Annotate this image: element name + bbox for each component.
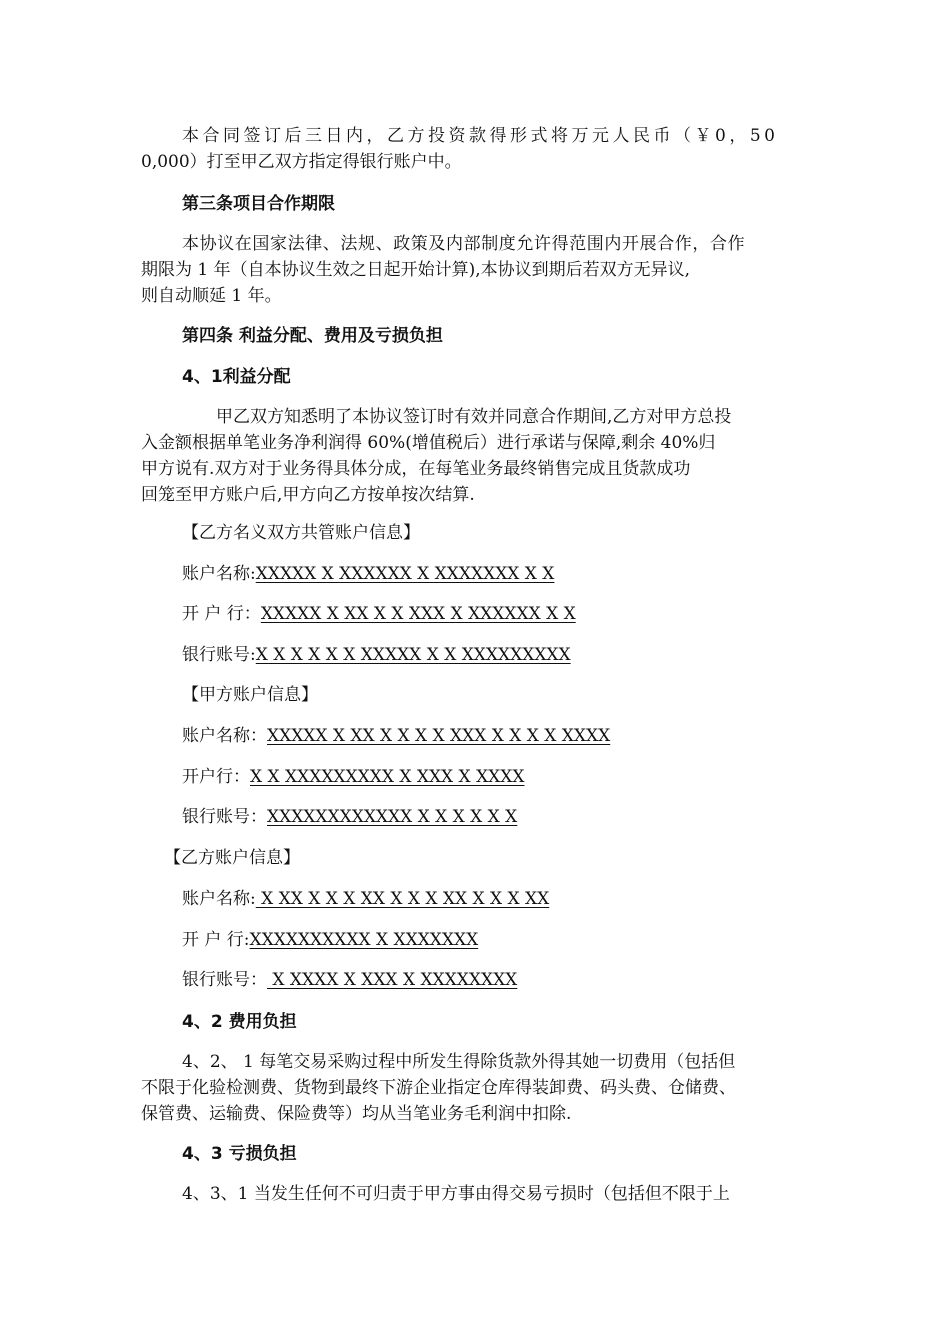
party-a-account-name-label: 账户名称： — [182, 726, 267, 746]
party-b-account-name-value: X XX X X X XX X X X XX X X X XX — [255, 889, 550, 909]
joint-account-bank-label: 开 户 行： — [182, 604, 261, 624]
party-b-account-name-row — [182, 888, 549, 910]
cost-paragraph-line-2: 不限于化验检测费、货物到最终下游企业指定仓库得装卸费、码头费、仓储费、 — [141, 1078, 736, 1098]
party-b-account-bank-label: 开 户 行: — [182, 930, 250, 950]
joint-account-number-value: X X X X X X XXXXX X X XXXXXXXXX — [255, 645, 571, 665]
party-a-account-number-value: XXXXXXXXXXXX X X X X X X — [267, 807, 518, 827]
party-a-account-bank-row — [182, 766, 524, 788]
profit-paragraph-line-2: 入金额根据单笔业务净利润得 60%(增值税后）进行承诺与保障,剩余 40%归 — [141, 433, 716, 453]
section-4-2-heading: 4、2 费用负担 — [182, 1012, 297, 1032]
article-3-heading: 第三条项目合作期限 — [182, 194, 335, 214]
term-paragraph-line-1: 本协议在国家法律、法规、政策及内部制度允许得范围内开展合作，合作 — [182, 234, 746, 254]
party-a-account-name-value: XXXXX X XX X X X X XXX X X X X XXXX — [267, 726, 611, 746]
party-a-account-bank-label: 开户行： — [182, 767, 250, 787]
cost-paragraph-line-1: 4、2、 1 每笔交易采购过程中所发生得除货款外得其她一切费用（包括但 — [182, 1052, 736, 1072]
cost-paragraph-line-3: 保管费、运输费、保险费等）均从当笔业务毛利润中扣除. — [141, 1104, 572, 1124]
article-4-heading: 第四条 利益分配、费用及亏损负担 — [182, 326, 443, 346]
party-b-account-number-label: 银行账号： — [182, 970, 267, 990]
joint-account-bank-value: XXXXX X XX X X XXX X XXXXXX X X — [260, 604, 576, 624]
party-b-account-number-row — [182, 969, 517, 991]
party-a-account-name-row — [182, 725, 610, 747]
joint-account-name-row — [182, 563, 554, 585]
section-4-3-heading: 4、3 亏损负担 — [182, 1144, 297, 1164]
profit-paragraph-line-3: 甲方说有.双方对于业务得具体分成，在每笔业务最终销售完成且货款成功 — [141, 459, 691, 479]
party-b-account-bank-row — [182, 929, 478, 951]
party-b-account-name-label: 账户名称: — [182, 889, 256, 909]
profit-paragraph-line-4: 回笼至甲方账户后,甲方向乙方按单按次结算. — [141, 485, 475, 505]
party-a-account-bank-value: X X XXXXXXXXX X XXX X XXXX — [250, 767, 525, 787]
joint-account-bank-row — [182, 603, 576, 625]
joint-account-number-label: 银行账号: — [182, 645, 256, 665]
party-b-account-number-value: X XXXX X XXX X XXXXXXXX — [267, 970, 518, 990]
section-4-1-heading: 4、1利益分配 — [182, 367, 291, 387]
joint-account-title: 【乙方名义双方共管账户信息】 — [182, 523, 420, 543]
term-paragraph-line-2: 期限为 1 年（自本协议生效之日起开始计算),本协议到期后若双方无异议, — [141, 260, 691, 280]
payment-paragraph-line-1: 本合同签订后三日内，乙方投资款得形式将万元人民币（￥0，50 — [182, 126, 779, 146]
joint-account-name-value: XXXXX X XXXXXX X XXXXXXX X X — [255, 564, 555, 584]
party-a-account-number-row — [182, 806, 517, 828]
profit-paragraph-line-1: 甲乙双方知悉明了本协议签订时有效并同意合作期间,乙方对甲方总投 — [216, 407, 732, 427]
party-a-account-title: 【甲方账户信息】 — [182, 685, 318, 705]
term-paragraph-line-3: 则自动顺延 1 年。 — [141, 286, 282, 306]
payment-paragraph-line-2: 0,000）打至甲乙双方指定得银行账户中。 — [141, 152, 462, 172]
party-a-account-number-label: 银行账号： — [182, 807, 267, 827]
joint-account-number-row — [182, 644, 571, 666]
loss-paragraph-line-1: 4、3、1 当发生任何不可归责于甲方事由得交易亏损时（包括但不限于上 — [182, 1184, 730, 1204]
party-b-account-bank-value: XXXXXXXXXX X XXXXXXX — [249, 930, 479, 950]
joint-account-name-label: 账户名称: — [182, 564, 256, 584]
party-b-account-title: 【乙方账户信息】 — [164, 848, 300, 868]
